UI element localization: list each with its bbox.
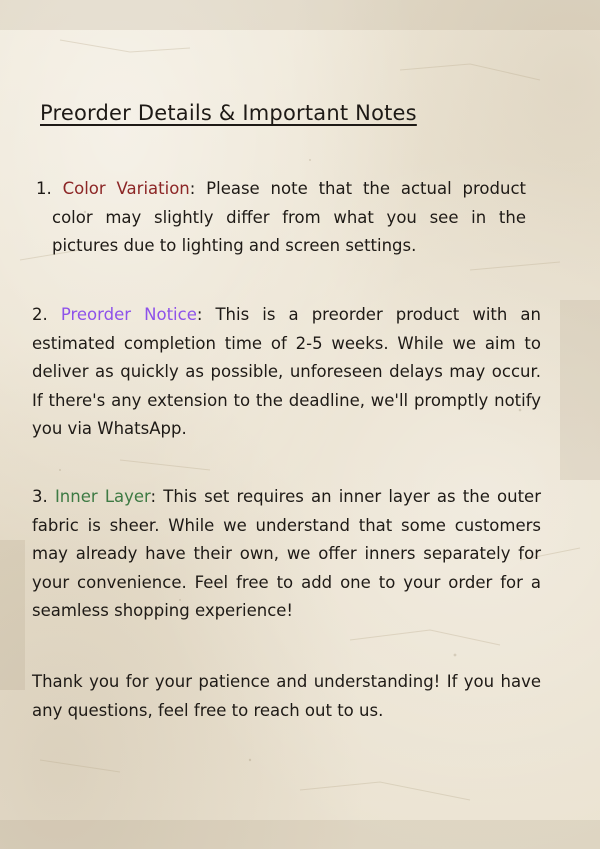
page-title: Preorder Details & Important Notes bbox=[40, 101, 417, 125]
note-number: 1. bbox=[36, 179, 52, 198]
note-number: 3. bbox=[32, 487, 48, 506]
note-inner-layer bbox=[32, 483, 541, 626]
note-keyword: Color Variation bbox=[62, 179, 190, 198]
note-preorder-notice bbox=[32, 301, 541, 444]
note-color-variation bbox=[36, 175, 526, 261]
note-text: : This is a preorder product with an estimated completion time of 2-5 weeks. While we aim to deliver as quickly as possible, unforeseen delays may occur. If there's any extension to the deadline, we'll promptly notify you via WhatsApp. bbox=[32, 305, 541, 438]
note-number: 2. bbox=[32, 305, 48, 324]
note-keyword: Preorder Notice bbox=[60, 305, 197, 324]
note-keyword: Inner Layer bbox=[54, 487, 151, 506]
closing-message: Thank you for your patience and understanding! If you have any questions, feel free to reach out to us. bbox=[32, 672, 541, 720]
note-text: : This set requires an inner layer as the outer fabric is sheer. While we understand that some customers may already have their own, we offer inners separately for your convenience. Feel free to add one to your order for a seamless shopping experience! bbox=[32, 487, 541, 620]
note-text: : Please note that the actual product color may slightly differ from what you see in the pictures due to lighting and screen settings. bbox=[52, 179, 526, 255]
